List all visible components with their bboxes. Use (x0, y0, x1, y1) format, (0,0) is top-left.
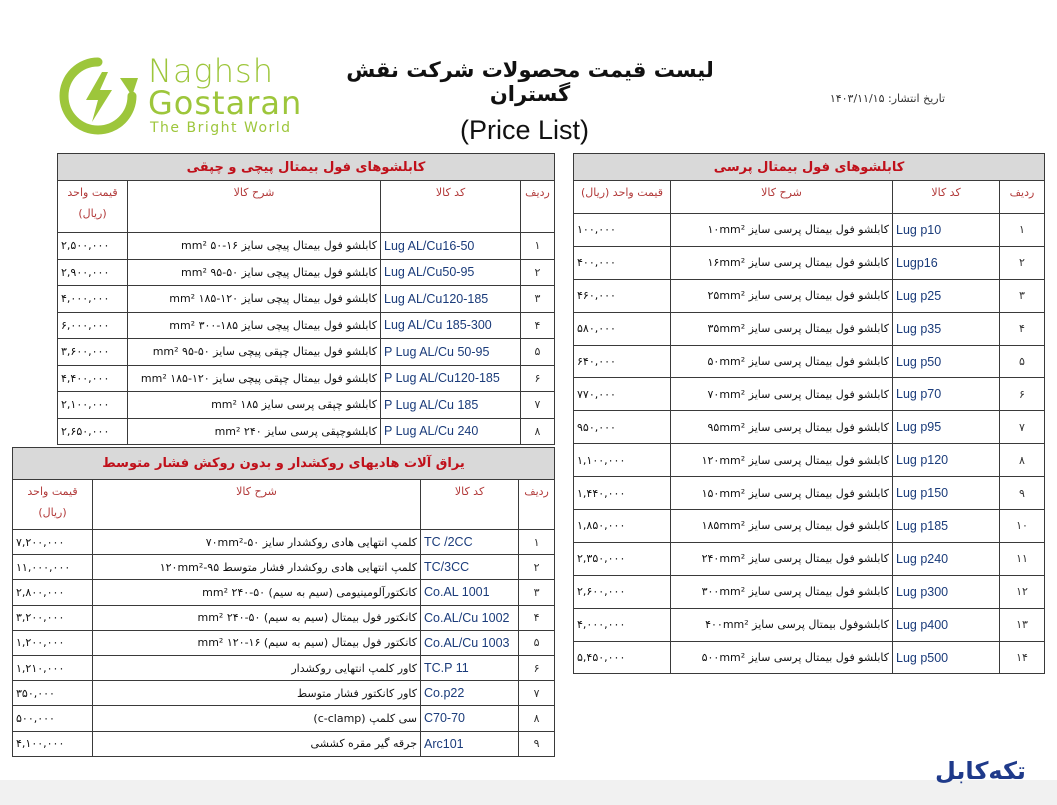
row-number-cell: ۲ (1000, 246, 1045, 279)
table-row (574, 246, 1045, 279)
table-row (574, 312, 1045, 345)
row-number-cell: ۲ (519, 555, 555, 580)
row-number-cell: ۷ (519, 681, 555, 706)
col-header-desc: شرح کالا (671, 181, 893, 214)
price-cell: ۲,۵۰۰,۰۰۰ (58, 233, 128, 260)
code-cell: Lug p50 (893, 345, 1000, 378)
logo-tagline: The Bright World (150, 120, 292, 136)
table-row (58, 286, 555, 313)
accessories-table (12, 447, 555, 757)
description-cell: کلمپ انتهایی هادی روکشدار فشار متوسط ۹۵-۱۲۰mm² (93, 555, 421, 580)
table-row (574, 575, 1045, 608)
price-cell: ۲,۳۵۰,۰۰۰ (574, 542, 671, 575)
row-number-cell: ۶ (519, 655, 555, 680)
description-cell: سی کلمپ (c-clamp) (93, 706, 421, 731)
code-cell: P Lug AL/Cu120-185 (381, 365, 521, 392)
price-cell: ۱۱,۰۰۰,۰۰۰ (13, 555, 93, 580)
description-cell: کابلشو فول بیمتال پرسی سایز ۵۰mm² (671, 345, 893, 378)
description-cell: کابلشو فول بیمتال پرسی سایز ۷۰mm² (671, 378, 893, 411)
code-cell: C70-70 (421, 706, 519, 731)
price-list-heading: (Price List) (460, 115, 590, 145)
row-number-cell: ۱ (521, 233, 555, 260)
price-cell: ۲,۸۰۰,۰۰۰ (13, 580, 93, 605)
col-header-code: کد کالا (381, 181, 521, 233)
description-cell: کانکتور فول بیمتال (سیم به سیم) ۵۰-۲۴۰ mm² (93, 605, 421, 630)
table-row (13, 655, 555, 680)
price-cell: ۴,۴۰۰,۰۰۰ (58, 365, 128, 392)
price-cell: ۴۶۰,۰۰۰ (574, 279, 671, 312)
code-cell: Co.p22 (421, 681, 519, 706)
code-cell: Lug p300 (893, 575, 1000, 608)
price-cell: ۳,۲۰۰,۰۰۰ (13, 605, 93, 630)
price-cell: ۹۵۰,۰۰۰ (574, 411, 671, 444)
col-header-row: ردیف (1000, 181, 1045, 214)
price-cell: ۷۷۰,۰۰۰ (574, 378, 671, 411)
description-cell: کانکتور فول بیمتال (سیم به سیم) ۱۶-۱۲۰ mm² (93, 630, 421, 655)
description-cell: کابلشو فول بیمتال چپقی پیچی سایز ۱۲۰-۱۸۵ mm² (128, 365, 381, 392)
row-number-cell: ۳ (1000, 279, 1045, 312)
table-row (574, 641, 1045, 674)
row-number-cell: ۸ (521, 418, 555, 445)
code-cell: Lug AL/Cu 185-300 (381, 312, 521, 339)
description-cell: کابلشو فول بیمتال پرسی سایز ۱۵۰mm² (671, 477, 893, 510)
description-cell: کابلشو فول بیمتال پرسی سایز ۵۰۰mm² (671, 641, 893, 674)
col-header-desc: شرح کالا (128, 181, 381, 233)
col-header-row: ردیف (521, 181, 555, 233)
table-row (13, 630, 555, 655)
table-row (13, 530, 555, 555)
description-cell: کانکتورآلومینیومی (سیم به سیم) ۵۰-۲۴۰ mm² (93, 580, 421, 605)
price-cell: ۳۵۰,۰۰۰ (13, 681, 93, 706)
price-cell: ۴,۰۰۰,۰۰۰ (58, 286, 128, 313)
code-cell: TC.P 11 (421, 655, 519, 680)
row-number-cell: ۳ (519, 580, 555, 605)
logo-name-line1: Naghsh (148, 52, 274, 90)
col-header-desc: شرح کالا (93, 480, 421, 530)
row-number-cell: ۱۴ (1000, 641, 1045, 674)
code-cell: Lug p400 (893, 608, 1000, 641)
price-cell: ۱,۱۰۰,۰۰۰ (574, 444, 671, 477)
description-cell: کابلشو فول بیمتال پرسی سایز ۲۴۰mm² (671, 542, 893, 575)
price-cell: ۱,۲۰۰,۰۰۰ (13, 630, 93, 655)
code-cell: Lug p240 (893, 542, 1000, 575)
row-number-cell: ۴ (1000, 312, 1045, 345)
table-row (13, 706, 555, 731)
row-number-cell: ۱۲ (1000, 575, 1045, 608)
row-number-cell: ۳ (521, 286, 555, 313)
code-cell: Lug p10 (893, 214, 1000, 247)
price-cell: ۳,۶۰۰,۰۰۰ (58, 339, 128, 366)
company-logo (58, 52, 308, 142)
press-lugs-table (573, 153, 1045, 674)
description-cell: کابلشو فول بیمتال پرسی سایز ۳۵mm² (671, 312, 893, 345)
description-cell: کلمپ انتهایی هادی روکشدار سایز ۵۰-۷۰mm² (93, 530, 421, 555)
price-cell: ۱,۸۵۰,۰۰۰ (574, 510, 671, 543)
row-number-cell: ۸ (519, 706, 555, 731)
description-cell: کاور کلمپ انتهایی روکشدار (93, 655, 421, 680)
table-row (574, 444, 1045, 477)
description-cell: کابلشو فول بیمتال پرسی سایز ۱۸۵mm² (671, 510, 893, 543)
table-row (13, 681, 555, 706)
code-cell: P Lug AL/Cu 240 (381, 418, 521, 445)
row-number-cell: ۱ (519, 530, 555, 555)
row-number-cell: ۸ (1000, 444, 1045, 477)
price-cell: ۶۴۰,۰۰۰ (574, 345, 671, 378)
col-header-code: کد کالا (893, 181, 1000, 214)
row-number-cell: ۵ (1000, 345, 1045, 378)
code-cell: Lug AL/Cu16-50 (381, 233, 521, 260)
price-cell: ۴,۰۰۰,۰۰۰ (574, 608, 671, 641)
table-row (13, 731, 555, 756)
price-cell: ۲,۶۵۰,۰۰۰ (58, 418, 128, 445)
code-cell: Lug p95 (893, 411, 1000, 444)
table-row (58, 259, 555, 286)
description-cell: کابلشو فول بیمتال پیچی سایز ۱۲۰-۱۸۵ mm² (128, 286, 381, 313)
row-number-cell: ۴ (521, 312, 555, 339)
description-cell: کابلشو فول بیمتال پرسی سایز ۲۵mm² (671, 279, 893, 312)
code-cell: Arc101 (421, 731, 519, 756)
code-cell: TC/3CC (421, 555, 519, 580)
row-number-cell: ۷ (521, 392, 555, 419)
price-cell: ۵۰۰,۰۰۰ (13, 706, 93, 731)
code-cell: Lug p70 (893, 378, 1000, 411)
code-cell: Lug AL/Cu50-95 (381, 259, 521, 286)
row-number-cell: ۲ (521, 259, 555, 286)
price-cell: ۲,۱۰۰,۰۰۰ (58, 392, 128, 419)
table-title: کابلشوهای فول بیمتال پرسی (574, 154, 1045, 181)
table-row (58, 392, 555, 419)
description-cell: کابلشو فول بیمتال پرسی سایز ۳۰۰mm² (671, 575, 893, 608)
code-cell: Lug p500 (893, 641, 1000, 674)
table-row (58, 339, 555, 366)
row-number-cell: ۱۳ (1000, 608, 1045, 641)
row-number-cell: ۴ (519, 605, 555, 630)
description-cell: کابلشو فول بیمتال چپقی پیچی سایز ۵۰-۹۵ mm² (128, 339, 381, 366)
code-cell: Co.AL 1001 (421, 580, 519, 605)
price-cell: ۱,۴۴۰,۰۰۰ (574, 477, 671, 510)
footer-band (0, 780, 1057, 805)
code-cell: Lug AL/Cu120-185 (381, 286, 521, 313)
table-row (58, 418, 555, 445)
row-number-cell: ۱۰ (1000, 510, 1045, 543)
code-cell: Co.AL/Cu 1003 (421, 630, 519, 655)
price-cell: ۱,۲۱۰,۰۰۰ (13, 655, 93, 680)
price-cell: ۵,۴۵۰,۰۰۰ (574, 641, 671, 674)
lightning-bolt-icon (58, 56, 138, 136)
code-cell: Co.AL/Cu 1002 (421, 605, 519, 630)
table-row (58, 312, 555, 339)
price-cell: ۷,۲۰۰,۰۰۰ (13, 530, 93, 555)
table-row (574, 279, 1045, 312)
table-row (574, 345, 1045, 378)
row-number-cell: ۹ (519, 731, 555, 756)
table-row (574, 542, 1045, 575)
col-header-price: قیمت واحد (ریال) (13, 480, 93, 530)
code-cell: Lug p25 (893, 279, 1000, 312)
price-cell: ۱۰۰,۰۰۰ (574, 214, 671, 247)
table-row (574, 214, 1045, 247)
twisted-lugs-table (57, 153, 555, 445)
col-header-row: ردیف (519, 480, 555, 530)
description-cell: کاور کانکتور فشار متوسط (93, 681, 421, 706)
logo-name-line2: Gostaran (148, 84, 303, 122)
description-cell: کابلشو چپقی پرسی سایز ۱۸۵ mm² (128, 392, 381, 419)
table-row (13, 605, 555, 630)
price-cell: ۴,۱۰۰,۰۰۰ (13, 731, 93, 756)
description-cell: کابلشو فول بیمتال پرسی سایز ۱۲۰mm² (671, 444, 893, 477)
code-cell: TC /2CC (421, 530, 519, 555)
code-cell: P Lug AL/Cu 185 (381, 392, 521, 419)
table-title: یراق آلات هادیهای روکشدار و بدون روکش فشار متوسط (13, 448, 555, 480)
description-cell: کابلشوفول بیمتال پرسی سایز ۴۰۰mm² (671, 608, 893, 641)
description-cell: کابلشوچپقی پرسی سایز ۲۴۰ mm² (128, 418, 381, 445)
price-cell: ۴۰۰,۰۰۰ (574, 246, 671, 279)
row-number-cell: ۶ (521, 365, 555, 392)
price-cell: ۲,۹۰۰,۰۰۰ (58, 259, 128, 286)
description-cell: جرقه گیر مقره کششی (93, 731, 421, 756)
table-row (58, 233, 555, 260)
row-number-cell: ۱ (1000, 214, 1045, 247)
description-cell: کابلشو فول بیمتال پرسی سایز ۱۰mm² (671, 214, 893, 247)
row-number-cell: ۹ (1000, 477, 1045, 510)
table-row (574, 378, 1045, 411)
table-title: کابلشوهای فول بیمتال پیچی و چپقی (58, 154, 555, 181)
row-number-cell: ۵ (519, 630, 555, 655)
table-row (574, 608, 1045, 641)
table-row (58, 365, 555, 392)
col-header-price: قیمت واحد (ریال) (58, 181, 128, 233)
col-header-price: قیمت واحد (ریال) (574, 181, 671, 214)
code-cell: P Lug AL/Cu 50-95 (381, 339, 521, 366)
code-cell: Lug p185 (893, 510, 1000, 543)
description-cell: کابلشو فول بیمتال پرسی سایز ۹۵mm² (671, 411, 893, 444)
row-number-cell: ۱۱ (1000, 542, 1045, 575)
table-row (13, 580, 555, 605)
table-row (574, 510, 1045, 543)
code-cell: Lug p150 (893, 477, 1000, 510)
document-title: لیست قیمت محصولات شرکت نقش گستران (346, 58, 714, 106)
code-cell: Lug p120 (893, 444, 1000, 477)
table-row (574, 477, 1045, 510)
col-header-code: کد کالا (421, 480, 519, 530)
row-number-cell: ۵ (521, 339, 555, 366)
row-number-cell: ۶ (1000, 378, 1045, 411)
code-cell: Lug p35 (893, 312, 1000, 345)
description-cell: کابلشو فول بیمتال پیچی سایز ۱۶-۵۰ mm² (128, 233, 381, 260)
description-cell: کابلشو فول بیمتال پیچی سایز ۵۰-۹۵ mm² (128, 259, 381, 286)
code-cell: Lugp16 (893, 246, 1000, 279)
price-cell: ۵۸۰,۰۰۰ (574, 312, 671, 345)
publish-date: تاریخ انتشار: ۱۴۰۳/۱۱/۱۵ (829, 92, 945, 105)
table-row (13, 555, 555, 580)
site-watermark: تکه‌کابل (935, 757, 1026, 785)
price-cell: ۲,۶۰۰,۰۰۰ (574, 575, 671, 608)
price-cell: ۶,۰۰۰,۰۰۰ (58, 312, 128, 339)
description-cell: کابلشو فول بیمتال پیچی سایز ۱۸۵-۳۰۰ mm² (128, 312, 381, 339)
table-row (574, 411, 1045, 444)
row-number-cell: ۷ (1000, 411, 1045, 444)
description-cell: کابلشو فول بیمتال پرسی سایز ۱۶mm² (671, 246, 893, 279)
